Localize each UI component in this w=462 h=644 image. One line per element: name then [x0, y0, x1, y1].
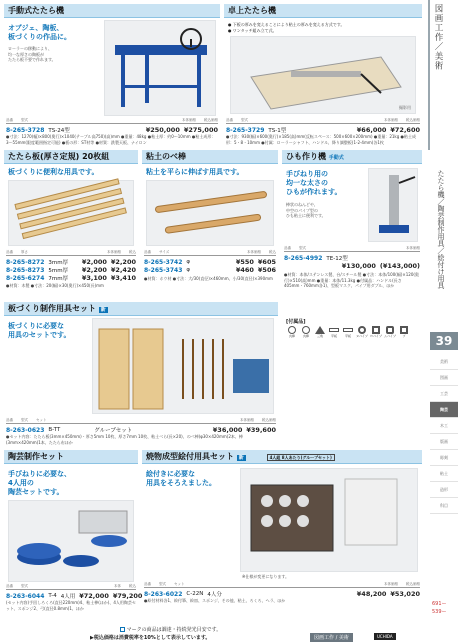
fitting-label: 平板 — [344, 334, 351, 338]
product-note: ※仕様が変更になります。 — [242, 574, 290, 579]
price-header: 品番 型式 本体価格 — [284, 246, 420, 250]
product-code: 8-265-8273 — [6, 266, 45, 274]
price: ¥460 — [235, 266, 254, 274]
product-title — [282, 150, 422, 164]
product-catch: オブジェ、陶板、 板づくりの作品に。 — [8, 24, 71, 41]
title-text: ひも作り機 — [286, 152, 326, 161]
fitting-label: ヌバイプ — [356, 334, 368, 338]
price: ¥550 — [235, 258, 254, 266]
footer — [0, 624, 462, 644]
product-card-tatara-table — [224, 4, 422, 146]
himo-machine-illustration — [369, 169, 419, 243]
price-with-tax: (¥143,000) — [379, 262, 420, 270]
fitting-label: 三角 — [316, 334, 323, 338]
section-title: 図画工作／美術 — [433, 4, 443, 71]
fitting-item — [286, 326, 298, 338]
thickness: 3mm厚 — [48, 260, 69, 266]
product-code: 8-265-3729 — [226, 126, 265, 134]
product-catch: 板づくりに便利な用具です。 — [8, 168, 99, 176]
category-label: たたら機／陶芸制作用具／絵付け用具 — [437, 170, 445, 289]
product-code: 8-263-6022 — [144, 590, 183, 598]
fitting-item — [370, 326, 382, 338]
index-tab[interactable]: 木工 — [430, 418, 458, 434]
price-with-tax: ¥605 — [257, 258, 276, 266]
fitting-label: 平板 — [330, 334, 337, 338]
product-code: 8-263-0623 — [6, 426, 45, 434]
price-with-tax: ¥275,000 — [183, 126, 218, 134]
fitting-item — [384, 326, 396, 338]
price-row — [144, 590, 420, 598]
price-with-tax: ¥2,200 — [110, 258, 136, 266]
product-image — [146, 180, 274, 246]
fitting-item — [328, 326, 340, 338]
product-title: 卓上たたら機 — [224, 4, 422, 18]
product-card-ceramic-set — [4, 450, 143, 622]
price-row-2 — [284, 262, 420, 270]
price-row — [6, 274, 136, 282]
price-header: 品番 型式 セット 本体価格 税込価格 — [144, 582, 420, 586]
set-type: グループセット — [94, 428, 133, 434]
product-subtext: 棒状のねんどや、 中空のパイプ型の ひも粘土に便利です。 — [286, 202, 326, 218]
size: φ — [186, 259, 191, 265]
product-desc: ●寸法：930(幅)×600(奥行)×185(高)mm(反転スペース：500×600×200mm) ●重量：21kg ●粘土成形：5・8・10mm ●付属：ローラーシャフト、ハンドル、降り調整板(1-2-4mm)各1枚 — [226, 134, 417, 145]
fitting-item — [314, 326, 326, 338]
fittings-grid — [286, 326, 418, 338]
product-code: 8-265-3742 — [144, 258, 183, 266]
price-with-tax: ¥39,600 — [246, 426, 276, 434]
product-model: TS-1型 — [268, 128, 287, 134]
product-card-tatara-board — [4, 150, 138, 298]
product-card-board-making-set — [4, 302, 278, 446]
footer-note — [120, 626, 221, 633]
product-catch: 板づくりに必要な 用具のセットです。 — [8, 322, 71, 339]
product-model: C-22N — [186, 591, 204, 597]
product-title: 手動式たたら機 — [4, 4, 220, 18]
index-tab[interactable]: 工芸 — [430, 386, 458, 402]
price: ¥36,000 — [212, 426, 243, 434]
painting-set-illustration — [241, 469, 419, 573]
product-card-himo-machine — [282, 150, 422, 382]
index-tab[interactable]: 版画 — [430, 434, 458, 450]
price: ¥48,200 — [356, 590, 387, 598]
product-subtext: ローラーの移動により、 均一な厚さの陶板が たたら板不要で作れます。 — [8, 46, 56, 62]
price-header: 品番 型式 本体価格 税込価格 — [6, 118, 218, 122]
product-image — [230, 36, 416, 114]
brand-logo: UCHIDA — [374, 633, 396, 640]
index-tab[interactable]: 彫刻 — [430, 450, 458, 466]
set-note: 4人組 8人あたり(グループセット) — [267, 454, 335, 461]
product-catch: 手びねり用の 均一な太さの ひもが作れます。 — [286, 170, 342, 196]
fitting-item — [300, 326, 312, 338]
thickness: 5mm厚 — [48, 268, 69, 274]
product-title: 陶芸制作セット — [4, 450, 138, 464]
mark-icon — [120, 627, 125, 632]
price-row — [144, 266, 276, 274]
product-image — [8, 500, 134, 582]
product-title: たたら板(厚さ定規) 20枚組 — [4, 150, 138, 164]
price-row — [6, 258, 136, 266]
fitting-item — [356, 326, 368, 338]
product-model: T-4 — [48, 593, 57, 599]
product-image — [104, 20, 216, 116]
page-number: 39 — [430, 332, 458, 350]
fitting-label: ロバイプ — [370, 334, 382, 338]
price: ¥3,100 — [81, 274, 107, 282]
fitting-label: 丸棒 — [302, 334, 309, 338]
new-badge: 新 — [100, 307, 106, 313]
index-tab[interactable]: 造形 — [430, 482, 458, 498]
price-header: 品番 型式 セット 本体価格 税込価格 — [6, 418, 276, 422]
price-row — [284, 254, 420, 262]
price-row — [144, 258, 276, 266]
fittings-title: [付属品] — [286, 319, 306, 325]
price: ¥2,200 — [81, 266, 107, 274]
price-row — [6, 592, 143, 600]
photo-note: 撮影用 — [399, 105, 411, 110]
page-ref: 691ー — [432, 601, 447, 607]
product-image — [240, 468, 418, 572]
product-title — [142, 450, 422, 464]
product-desc: ●材質：木製 ●寸法：20(幅)×30(奥行)×450(長)mm — [6, 283, 104, 288]
product-desc: ●寸法：1270(幅)×800(奥行)×1040(テーブル高750)(高)mm ●重量：48kg ●粘土厚：約0〜10mm ●粘土成形：3〜55mm(限度範囲指定可能) ●板の形：ST材等 ●材質：鉄製天板、ナイロン — [6, 134, 216, 145]
index-tab[interactable]: 科目 — [430, 498, 458, 514]
product-image — [368, 168, 418, 242]
new-badge: 新 — [238, 455, 244, 461]
index-tab[interactable]: 粘土 — [430, 466, 458, 482]
product-code: 8-265-8272 — [6, 258, 45, 266]
rolling-pin-illustration — [147, 181, 275, 247]
table-tatara-illustration — [231, 37, 417, 115]
price-with-tax: ¥72,600 — [390, 126, 420, 134]
fitting-label: 丸棒 — [288, 334, 295, 338]
price: ¥72,000 — [79, 592, 109, 600]
product-title: 粘土のべ棒 — [142, 150, 278, 164]
product-desc: ●セット内容：たたら板(3mm×450mm)・厚さ5mm 10枚、厚さ7mm 10枚、粘土べら(長×20)、のべ棒(φ30×420mm)2本、棒(3mm×420mm)1本、たたら布ほか — [6, 434, 243, 445]
product-model: B-TT — [48, 427, 61, 433]
product-catch: 絵付きに必要な 用具をそろえました。 — [146, 470, 216, 487]
product-desc: ●絵付材料各1、絵付筆、絵皿、スポンジ、その他、粘土、ろくろ、ヘラ、ほか — [144, 598, 286, 603]
set-type: 4人分 — [207, 592, 222, 598]
product-catch: 粘土を平らに伸ばす用具です。 — [146, 168, 244, 176]
product-image — [8, 180, 134, 246]
product-desc: ●材質：本体/ステンレス製、台/スチール製 ●寸法：本体/100(幅)×120(奥行)×510(高)mm ●重量：本体/11.3kg ●付属品：ハンドル(長さ405mm・760mm各1)、型板マスク、パイプ用ダブル、ほか — [284, 272, 419, 288]
board-set-illustration — [93, 319, 275, 415]
price: ¥66,000 — [356, 126, 387, 134]
product-desc: ●材質：ホウ材 ●寸法：大/30(直径)×460mm、小/30(直径)×390mm — [144, 276, 273, 281]
product-desc: (セット内容)手回しろくろ(直径220mm)4、粘土棒(ほか)、4人用陶芸セット、スポンジ2、弓(直径0.8mm)1、ほか — [6, 600, 136, 611]
price-row — [6, 126, 218, 134]
fitting-label: プ — [402, 334, 406, 338]
price-with-tax: ¥79,200 — [112, 592, 143, 600]
price-row — [226, 126, 420, 134]
product-code: 8-265-4992 — [284, 254, 323, 262]
product-model: TE-12型 — [326, 256, 348, 262]
product-catch: ● 下板の厚みを変えることにより粘土の厚みを変える方式です。 ● ワンタッチ組み立て式。 — [228, 22, 345, 33]
product-title — [4, 302, 278, 316]
index-tab-active[interactable]: 陶芸 — [430, 402, 458, 418]
footer-note-text: マークの商品は調達・持続発光目安です。 — [126, 627, 222, 633]
page-ref: 539ー — [432, 609, 447, 615]
tatara-machine-illustration — [105, 21, 217, 117]
index-tab[interactable]: 美術 — [430, 354, 458, 370]
product-catch: 手びねりに必要な、 4人用の 陶芸セットです。 — [8, 470, 71, 496]
side-index — [424, 0, 462, 644]
product-card-tatara-manual — [4, 4, 220, 146]
product-image — [92, 318, 274, 414]
price: ¥2,000 — [81, 258, 107, 266]
price-with-tax: ¥53,020 — [390, 590, 420, 598]
price-with-tax: ¥506 — [257, 266, 276, 274]
price: ¥250,000 — [145, 126, 180, 134]
price-row — [6, 266, 136, 274]
tax-note: ▶税込価格は消費税率を10%として表示しています。 — [90, 635, 211, 641]
product-code: 8-263-6044 — [6, 592, 45, 600]
price-with-tax: ¥2,420 — [110, 266, 136, 274]
footer-page-label: 図画工作 / 美術 — [310, 633, 353, 642]
fitting-item — [342, 326, 354, 338]
fitting-label: ムバイプ — [384, 334, 396, 338]
price: ¥130,000 — [341, 262, 376, 270]
catalog-page — [4, 4, 422, 622]
product-code: 8-265-6274 — [6, 274, 45, 282]
product-code: 8-265-3728 — [6, 126, 45, 134]
size: φ — [186, 267, 191, 273]
ceramic-set-illustration — [9, 501, 135, 583]
boards-illustration — [9, 181, 135, 247]
price-header: 品番 厚さ 本体価格 税込 — [6, 250, 136, 254]
price-header: 品番 型式 本体 税込 — [6, 584, 136, 588]
title-text: 焼物成型絵付用具セット — [146, 452, 234, 461]
set-type: 4人用 — [60, 594, 76, 600]
product-code: 8-265-3743 — [144, 266, 183, 274]
price-header: 品番 サイズ 本体価格 税込 — [144, 250, 276, 254]
product-tag: 手動式 — [328, 155, 344, 161]
price-row — [6, 426, 276, 434]
product-model: TS-24型 — [48, 128, 70, 134]
price-header: 品番 型式 本体価格 税込価格 — [226, 118, 420, 122]
product-card-painting-set — [142, 450, 422, 622]
fitting-item — [398, 326, 410, 338]
title-text: 板づくり制作用具セット — [8, 304, 96, 313]
product-card-rolling-pin — [142, 150, 278, 298]
price-with-tax: ¥3,410 — [110, 274, 136, 282]
thickness: 7mm厚 — [48, 276, 69, 282]
index-tab[interactable]: 図画 — [430, 370, 458, 386]
